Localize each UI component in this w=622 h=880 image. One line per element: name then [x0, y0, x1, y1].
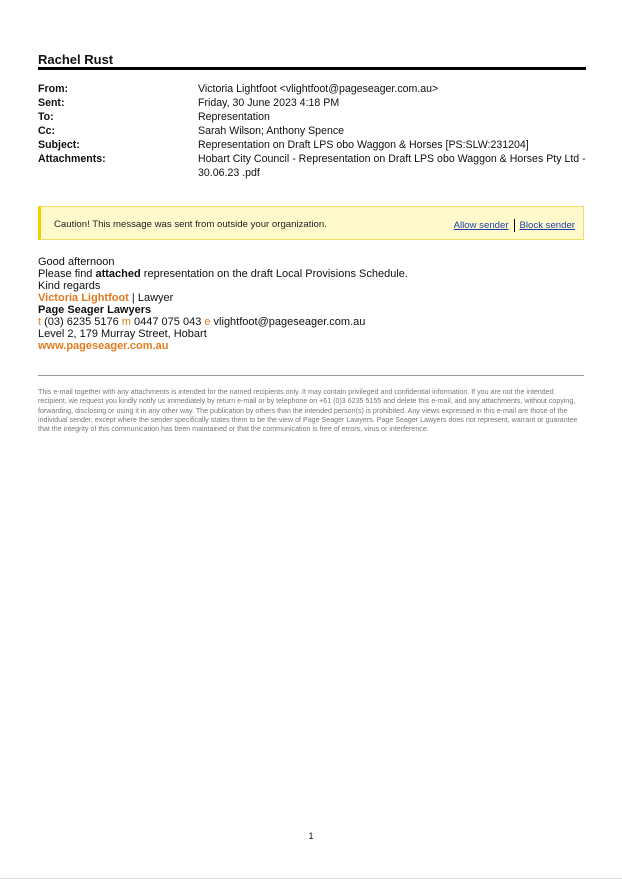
body-line	[38, 268, 408, 280]
from-row	[38, 82, 586, 96]
sent-row	[38, 96, 586, 110]
page-bottom-edge	[0, 878, 622, 879]
action-separator	[514, 219, 515, 232]
signature-name-line	[38, 292, 408, 304]
phone-value: (03) 6235 5176	[41, 316, 122, 328]
email-header	[38, 82, 586, 180]
attachments-value	[198, 152, 586, 180]
printer-name: Rachel Rust	[38, 52, 114, 67]
block-sender-link[interactable]: Block sender	[519, 220, 575, 231]
sent-label: Sent:	[38, 97, 65, 109]
email-value[interactable]: vlightfoot@pageseager.com.au	[210, 316, 366, 328]
to-row	[38, 110, 586, 124]
body-line-bold: attached	[95, 268, 141, 280]
attachments-row	[38, 152, 586, 180]
cc-row	[38, 124, 586, 138]
attachment-line-1: Hobart City Council - Representation on Draft LPS obo Waggon & Horses Pty Ltd -	[198, 153, 586, 165]
from-value: Victoria Lightfoot <vlightfoot@pageseager.com.au>	[198, 83, 439, 95]
sender-actions	[454, 219, 575, 232]
header-divider	[38, 67, 586, 70]
disclaimer-divider	[38, 375, 584, 376]
body-line-post: representation on the draft Local Provisions Schedule.	[140, 268, 408, 280]
mobile-value: 0447 075 043	[130, 316, 205, 328]
attachments-label: Attachments:	[38, 153, 106, 165]
from-label: From:	[38, 83, 69, 95]
page-number: 1	[308, 831, 314, 841]
allow-sender-link[interactable]: Allow sender	[453, 220, 509, 231]
email-body	[38, 256, 408, 352]
subject-row	[38, 138, 586, 152]
subject-value: Representation on Draft LPS obo Waggon & Horses [PS:SLW:231204]	[198, 139, 529, 151]
contact-line	[38, 316, 408, 328]
subject-label: Subject:	[38, 139, 80, 151]
body-line-pre: Please find	[38, 268, 96, 280]
legal-disclaimer: This e-mail together with any attachments is intended for the named recipients only. It may contain privileged and confidential information. If you are not the intended recipient, we request you kindly notify us immediately by return e-mail or by telephone on +61 (0)3 6235 5155 and delete this e-mail, and any attachments, without copying, forwarding, disclosing or using it in any other way. The publication by others than the intended person(s) is prohibited. Any views expressed in this e-mail are those of the individual sender, except where the sender specifically states them to be the view of Page Seager Lawyers. Page Seager Lawyers does not represent, warrant or guarantee that the integrity of this communication has been maintained or that the communication is free of errors, virus or interference.	[38, 388, 578, 434]
signature-firm: Page Seager Lawyers	[38, 304, 152, 316]
website-link[interactable]: www.pageseager.com.au	[38, 340, 169, 352]
closing: Kind regards	[38, 280, 101, 292]
signature-name: Victoria Lightfoot	[38, 292, 129, 304]
sent-value: Friday, 30 June 2023 4:18 PM	[198, 97, 340, 109]
cc-label: Cc:	[38, 125, 56, 137]
greeting: Good afternoon	[38, 256, 115, 268]
email-label: e	[204, 316, 211, 328]
to-label: To:	[38, 111, 54, 123]
phone-label: t	[38, 316, 42, 328]
attachment-line-2: 30.06.23 .pdf	[198, 167, 260, 179]
caution-message: Caution! This message was sent from outside your organization.	[54, 219, 327, 230]
signature-role: | Lawyer	[128, 292, 174, 304]
to-value: Representation	[198, 111, 270, 123]
external-sender-banner	[38, 206, 584, 240]
cc-value: Sarah Wilson; Anthony Spence	[198, 125, 345, 137]
address: Level 2, 179 Murray Street, Hobart	[38, 328, 207, 340]
mobile-label: m	[121, 316, 131, 328]
